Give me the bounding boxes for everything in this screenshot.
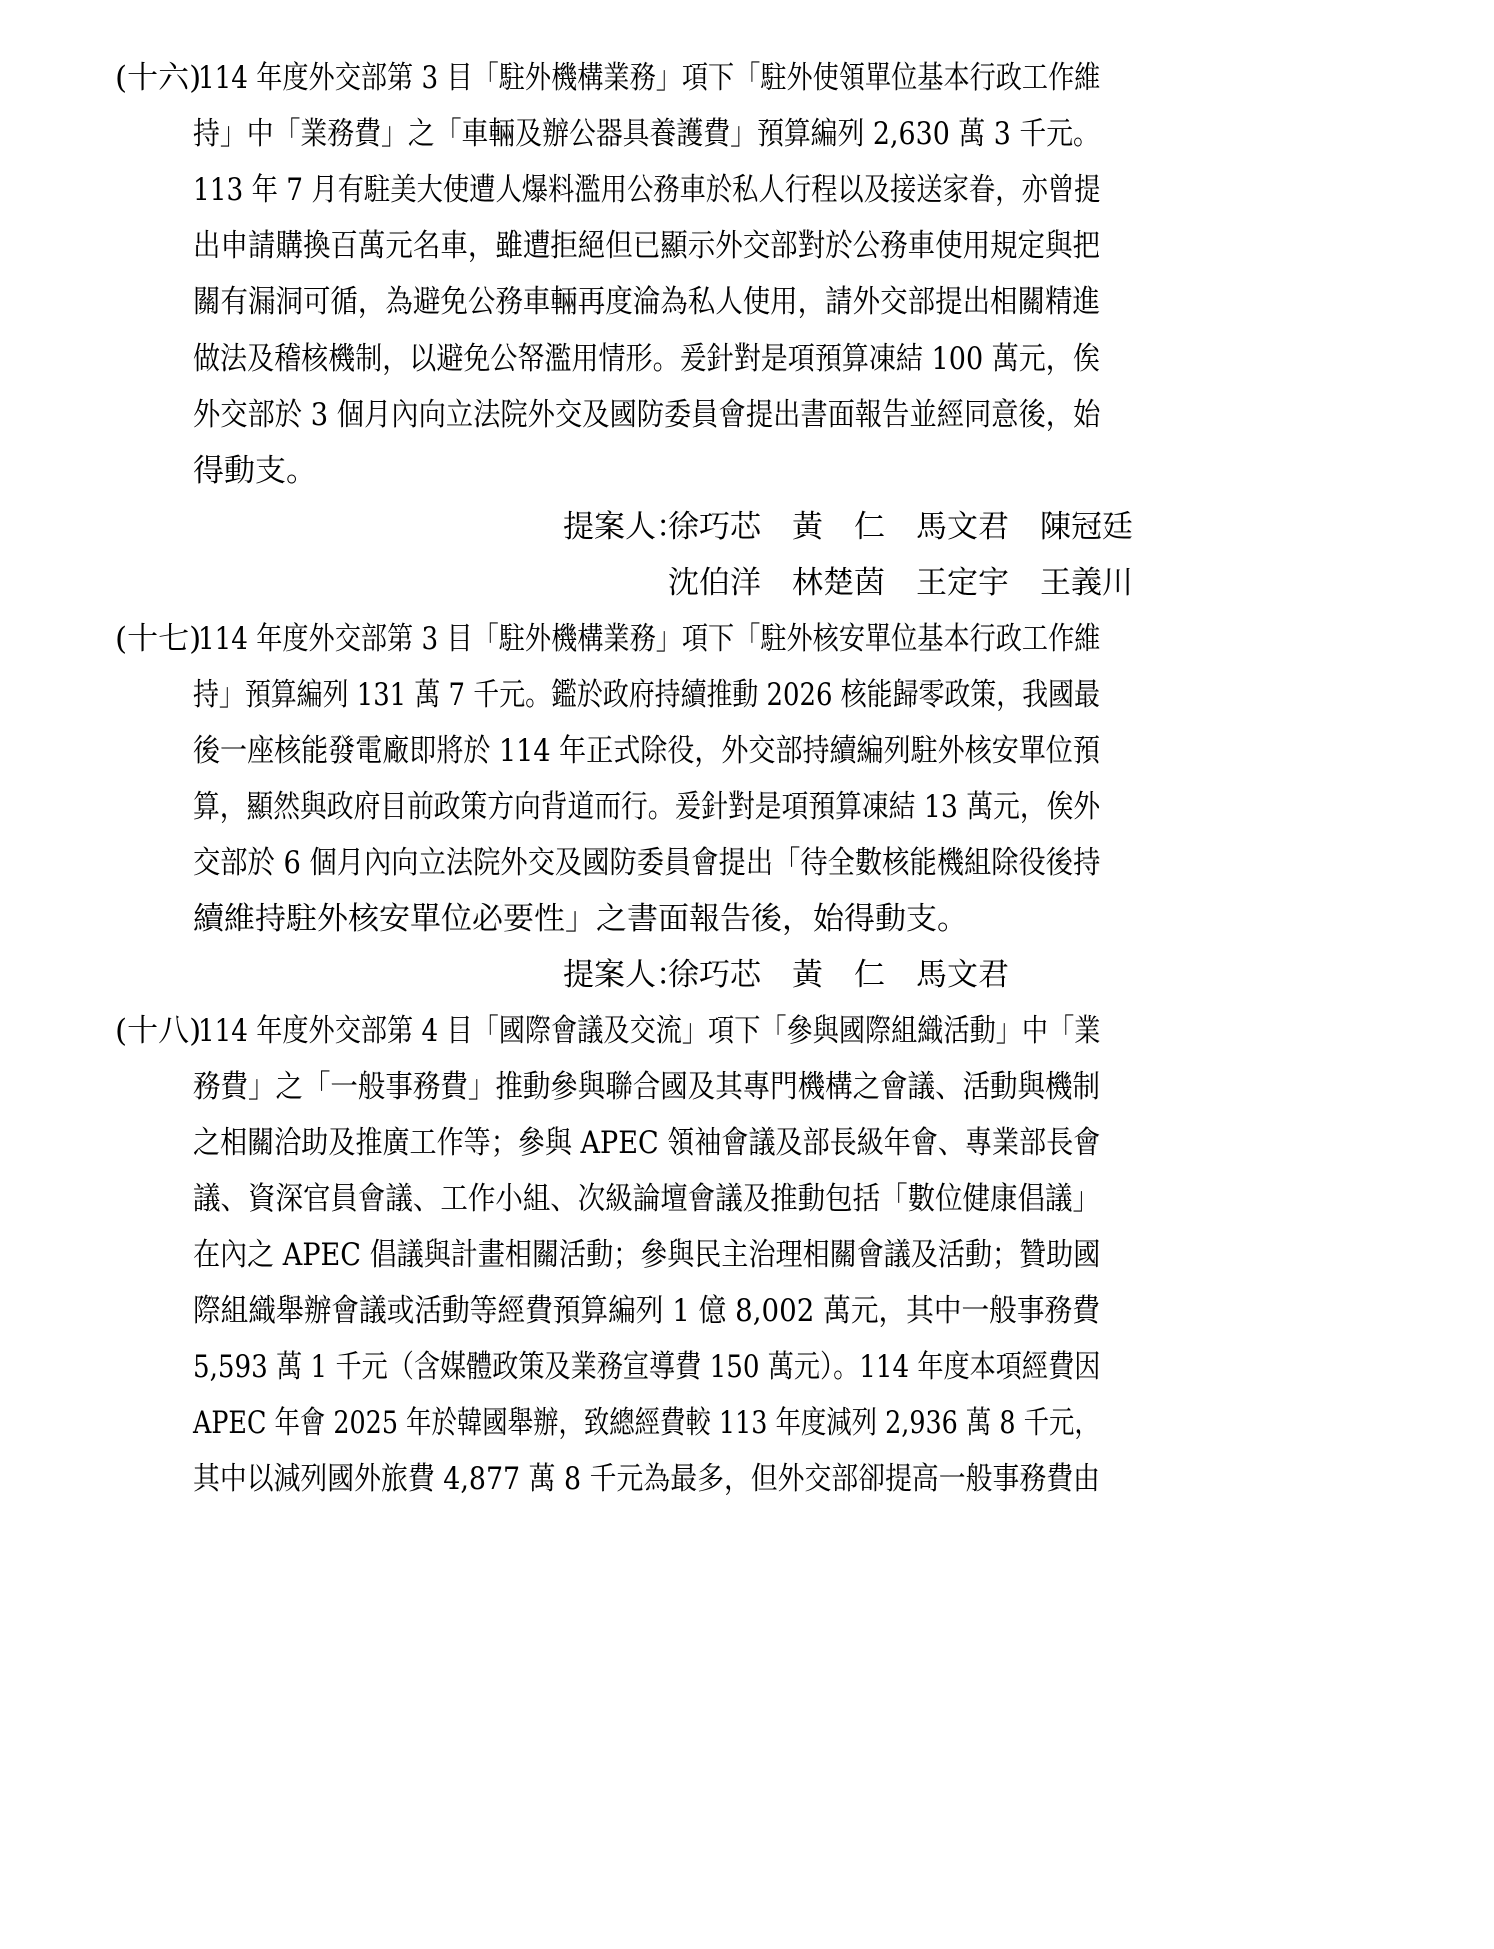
- paragraph-line: APEC 年會 2025 年於韓國舉辦，致總經費較 113 年度減列 2,936 萬 8 千元，: [193, 1405, 1100, 1441]
- proposer-label: 提案人：: [563, 509, 687, 545]
- proposer-names: 沈伯洋 林楚茵 王定宇 王義川: [668, 565, 1133, 601]
- paragraph-line: 關有漏洞可循，為避免公務車輛再度淪為私人使用，請外交部提出相關精進: [193, 284, 1100, 320]
- paragraph-line: 114 年度外交部第 3 目「駐外機構業務」項下「駐外使領單位基本行政工作維: [198, 60, 1101, 96]
- paragraph-line: 續維持駐外核安單位必要性」之書面報告後，始得動支。: [193, 901, 968, 937]
- paragraph-line: 114 年度外交部第 3 目「駐外機構業務」項下「駐外核安單位基本行政工作維: [198, 621, 1101, 657]
- item-number: (十六): [115, 60, 202, 96]
- paragraph-line: 其中以減列國外旅費 4,877 萬 8 千元為最多，但外交部卻提高一般事務費由: [193, 1461, 1100, 1497]
- paragraph-line: 際組織舉辦會議或活動等經費預算編列 1 億 8,002 萬元，其中一般事務費: [193, 1293, 1100, 1329]
- paragraph-line: 做法及稽核機制，以避免公帑濫用情形。爰針對是項預算凍結 100 萬元，俟: [193, 341, 1100, 377]
- paragraph-line: 出申請購換百萬元名車，雖遭拒絕但已顯示外交部對於公務車使用規定與把: [193, 228, 1100, 264]
- paragraph-line: 之相關洽助及推廣工作等；參與 APEC 領袖會議及部長級年會、專業部長會: [193, 1125, 1101, 1161]
- paragraph-line: 持」預算編列 131 萬 7 千元。鑑於政府持續推動 2026 核能歸零政策，我國最: [193, 677, 1100, 713]
- paragraph-line: 得動支。: [193, 453, 317, 489]
- item-number: (十七): [115, 621, 202, 657]
- paragraph-line: 議、資深官員會議、工作小組、次級論壇會議及推動包括「數位健康倡議」: [193, 1181, 1100, 1217]
- paragraph-line: 持」中「業務費」之「車輛及辦公器具養護費」預算編列 2,630 萬 3 千元。: [193, 116, 1100, 152]
- proposer-names: 徐巧芯 黃 仁 馬文君 陳冠廷: [668, 509, 1133, 545]
- paragraph-line: 114 年度外交部第 4 目「國際會議及交流」項下「參與國際組織活動」中「業: [198, 1013, 1101, 1049]
- item-number: (十八): [115, 1013, 202, 1049]
- paragraph-line: 在內之 APEC 倡議與計畫相關活動；參與民主治理相關會議及活動；贊助國: [193, 1237, 1101, 1273]
- proposer-names: 徐巧芯 黃 仁 馬文君: [668, 957, 1009, 993]
- paragraph-line: 外交部於 3 個月內向立法院外交及國防委員會提出書面報告並經同意後，始: [193, 397, 1101, 433]
- paragraph-line: 後一座核能發電廠即將於 114 年正式除役，外交部持續編列駐外核安單位預: [193, 733, 1100, 769]
- paragraph-line: 113 年 7 月有駐美大使遭人爆料濫用公務車於私人行程以及接送家眷，亦曾提: [193, 172, 1101, 208]
- paragraph-line: 交部於 6 個月內向立法院外交及國防委員會提出「待全數核能機組除役後持: [193, 845, 1101, 881]
- paragraph-line: 務費」之「一般事務費」推動參與聯合國及其專門機構之會議、活動與機制: [193, 1069, 1100, 1105]
- paragraph-line: 算，顯然與政府目前政策方向背道而行。爰針對是項預算凍結 13 萬元，俟外: [193, 789, 1101, 825]
- proposer-label: 提案人：: [563, 957, 687, 993]
- paragraph-line: 5,593 萬 1 千元（含媒體政策及業務宣導費 150 萬元）。114 年度本項經費因: [193, 1349, 1101, 1385]
